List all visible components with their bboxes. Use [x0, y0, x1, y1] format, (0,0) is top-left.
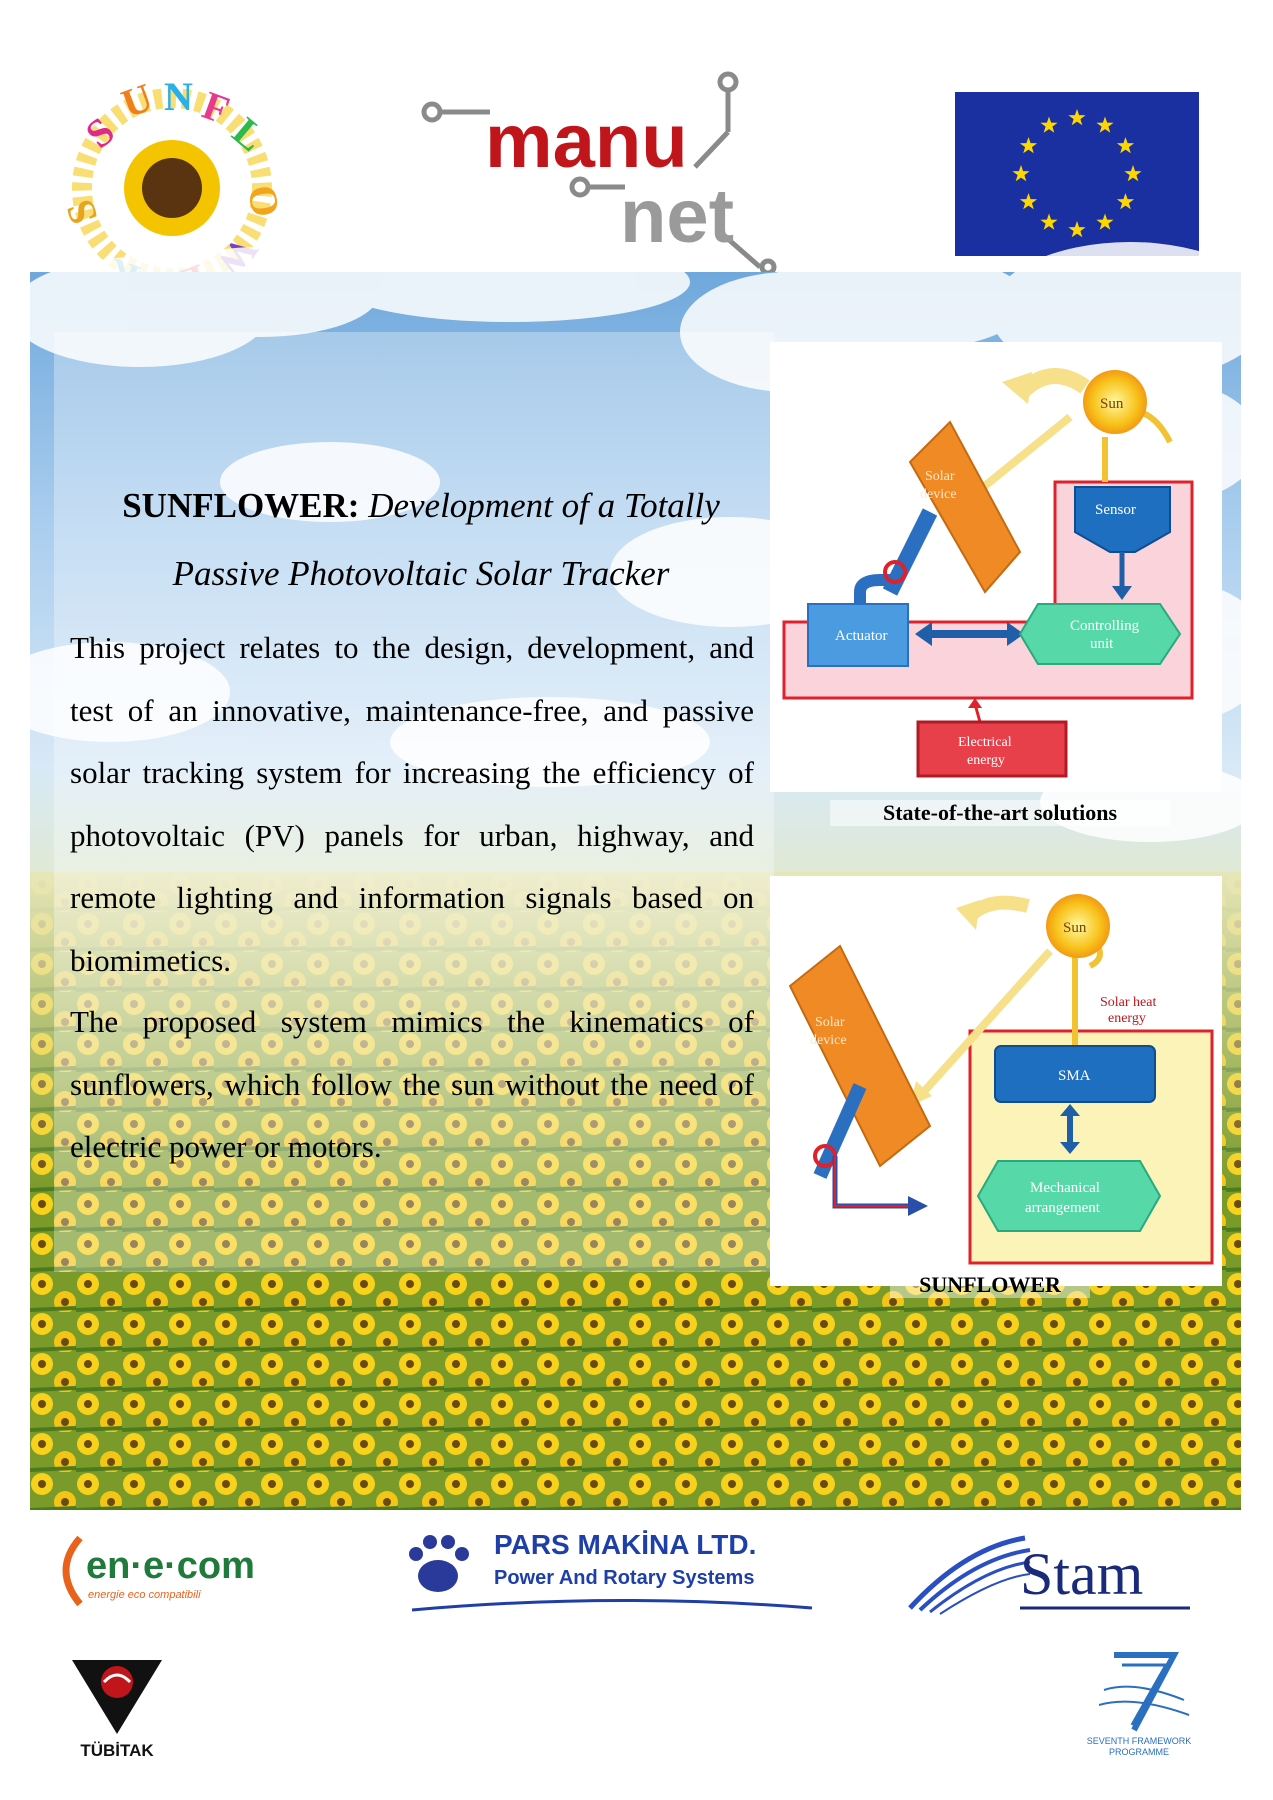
state-of-the-art-diagram-graphic: [770, 342, 1222, 792]
stam-logo-text: Stam: [1020, 1541, 1144, 1607]
controlling-unit-label: Controlling: [1070, 618, 1140, 634]
sun-label: Sun: [1063, 920, 1087, 936]
electrical-energy-label: Electrical: [958, 735, 1012, 750]
pars-makina-logo: [402, 1518, 822, 1618]
solar-device-label: device: [920, 487, 957, 502]
solar-device-panel: [910, 422, 1020, 592]
sma-label: SMA: [1058, 1068, 1091, 1084]
enecom-logo: [58, 1528, 278, 1612]
manunet-logo-top-text: manu: [485, 99, 688, 184]
electrical-energy-label: energy: [967, 753, 1005, 768]
logo-letter: F: [196, 82, 236, 133]
actuator-label: Actuator: [835, 628, 888, 644]
project-title: [76, 472, 766, 608]
mechanical-arrangement-label: Mechanical: [1030, 1180, 1100, 1196]
state-of-the-art-diagram: [770, 342, 1222, 792]
sensor-label: Sensor: [1095, 502, 1136, 518]
pars-makina-name: PARS MAKİNA LTD.: [494, 1529, 757, 1560]
solar-device-label: Solar: [925, 469, 955, 484]
enecom-logo-tagline: energie eco compatibili: [88, 1589, 201, 1601]
solar-device-panel: [790, 946, 930, 1166]
logo-letter: N: [164, 74, 193, 119]
description-paragraph: This project relates to the design, development, and test of an innovative, maintenance-free, and passive solar tracking system for increasing the efficiency of photovoltaic (PV) panels for urban, highway, and remote lighting and information signals based on biomimetics.: [70, 630, 754, 978]
main-content-panel: [30, 272, 1241, 1510]
controlling-unit-box: [1020, 604, 1180, 664]
fp7-logo: [1074, 1640, 1204, 1760]
solar-heat-label: Solar heat: [1100, 995, 1157, 1010]
project-title-line2: Passive Photovoltaic Solar Tracker: [172, 554, 670, 593]
sunflower-system-diagram-graphic: [770, 876, 1222, 1286]
sunflower-system-diagram: [770, 876, 1222, 1286]
logo-letter: U: [115, 74, 159, 127]
logo-letter: S: [76, 108, 123, 157]
controlling-unit-label: unit: [1090, 636, 1114, 652]
pars-makina-tagline: Power And Rotary Systems: [494, 1567, 755, 1589]
logo-letter: S: [56, 194, 107, 231]
mechanical-arrangement-box: [978, 1161, 1160, 1231]
stam-logo: [905, 1528, 1195, 1618]
seven-icon: [1099, 1655, 1189, 1730]
mechanical-arrangement-label: arrangement: [1025, 1200, 1100, 1216]
manunet-logo: [420, 72, 810, 272]
enecom-logo-text: en·e·com: [86, 1545, 255, 1587]
solar-device-label: device: [810, 1033, 847, 1048]
state-of-the-art-caption: State-of-the-art solutions: [830, 800, 1170, 826]
tubitak-text: TÜBİTAK: [80, 1741, 154, 1760]
manunet-logo-bottom-text: net: [620, 174, 734, 259]
solar-heat-label: energy: [1108, 1011, 1146, 1026]
eu-flag-logo: [955, 92, 1199, 256]
paw-icon: [409, 1535, 469, 1592]
project-title-acronym: SUNFLOWER:: [122, 486, 360, 525]
fp7-text-line2: PROGRAMME: [1108, 1747, 1170, 1757]
description-paragraph: The proposed system mimics the kinematics of sunflowers, which follow the sun without the need of electric power or motors.: [70, 1004, 754, 1164]
project-title-line1: Development of a Totally: [368, 486, 720, 525]
sunflower-caption: SUNFLOWER: [890, 1272, 1090, 1298]
logo-letter: O: [239, 181, 289, 221]
tubitak-logo: [62, 1642, 172, 1762]
solar-device-label: Solar: [815, 1015, 845, 1030]
sun-label: Sun: [1100, 396, 1124, 412]
logo-letter: L: [224, 108, 274, 161]
fp7-text-line1: SEVENTH FRAMEWORK: [1086, 1736, 1192, 1746]
